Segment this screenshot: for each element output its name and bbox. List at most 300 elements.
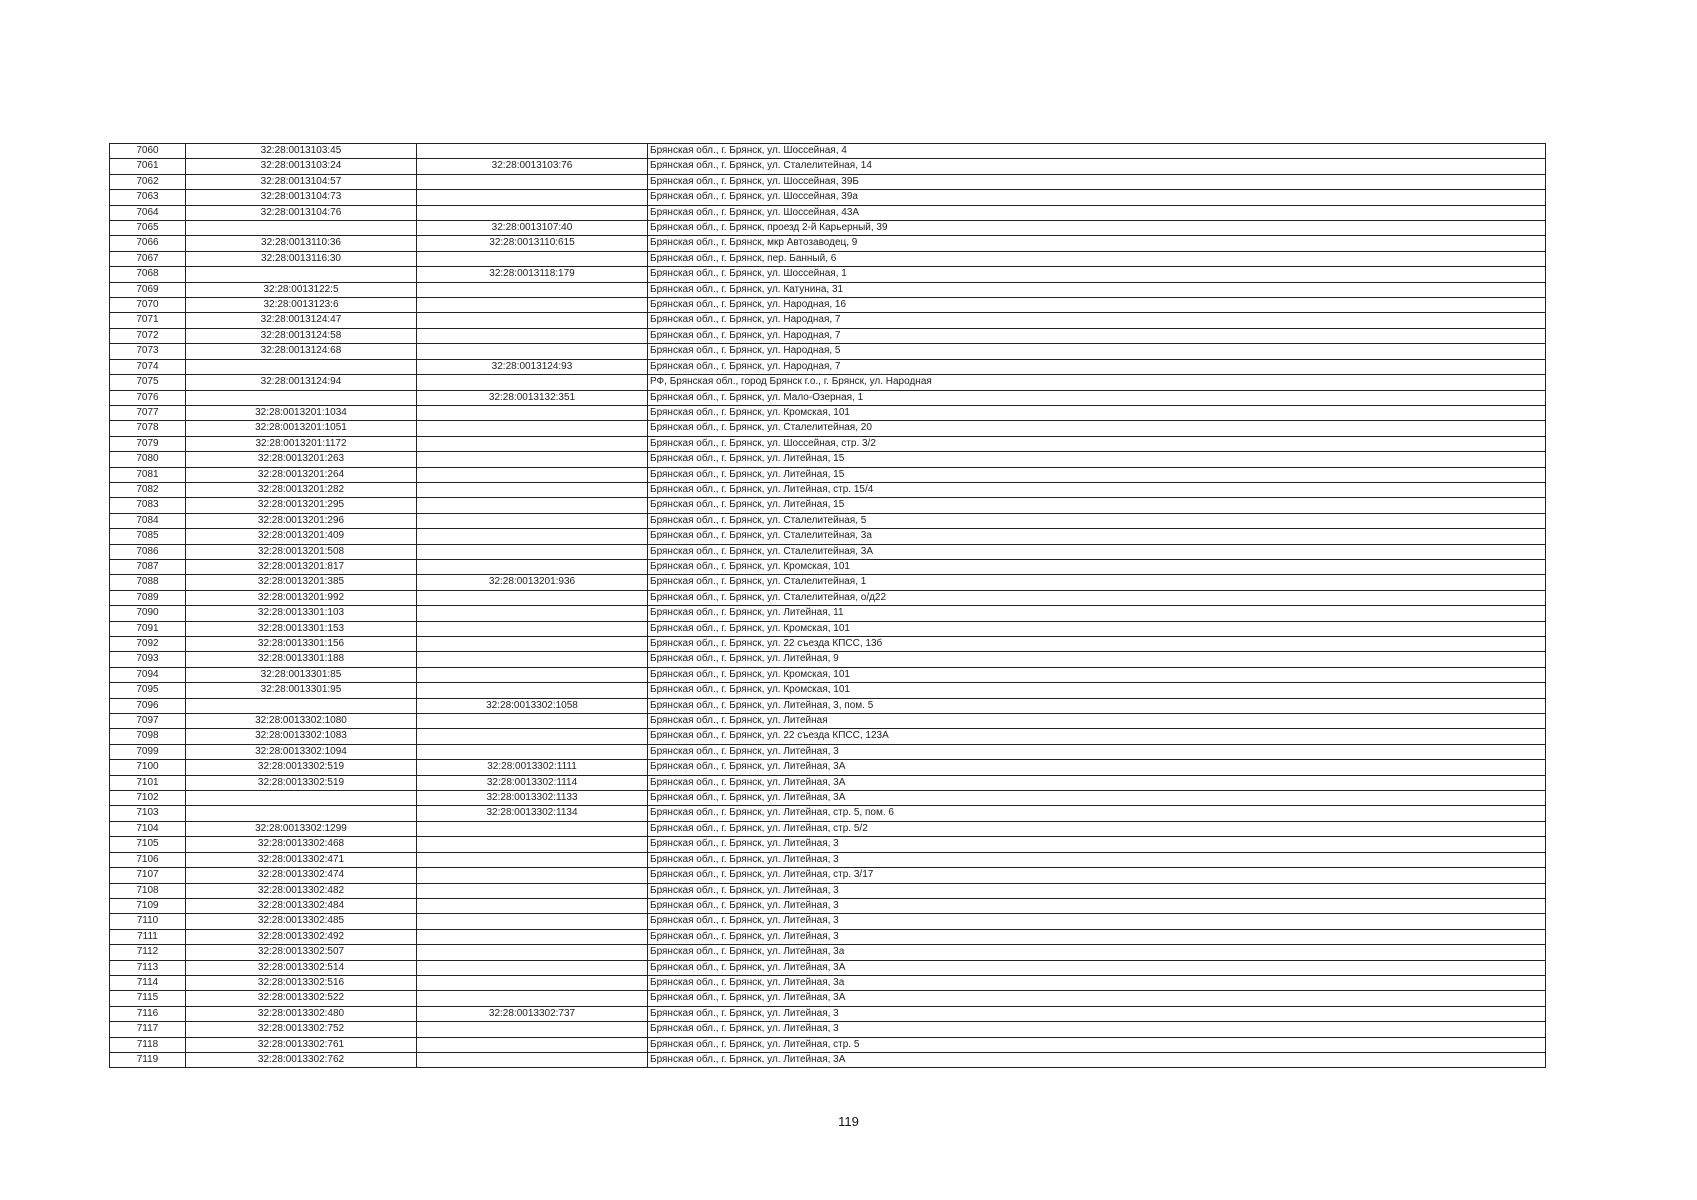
- address-cell: Брянская обл., г. Брянск, ул. Литейная, 3А: [648, 760, 1546, 775]
- address-cell: Брянская обл., г. Брянск, ул. Литейная, стр. 5/2: [648, 821, 1546, 836]
- cadastral-number-cell: 32:28:0013301:85: [186, 667, 417, 682]
- table-row: [110, 883, 1546, 898]
- address-cell: РФ, Брянская обл., город Брянск г.о., г. Брянск, ул. Народная: [648, 375, 1546, 390]
- table-row: [110, 513, 1546, 528]
- related-cadastral-number-cell: [417, 513, 648, 528]
- cadastral-number-cell: 32:28:0013124:94: [186, 375, 417, 390]
- address-cell: Брянская обл., г. Брянск, ул. Кромская, 101: [648, 683, 1546, 698]
- related-cadastral-number-cell: 32:28:0013302:1111: [417, 760, 648, 775]
- related-cadastral-number-cell: [417, 868, 648, 883]
- related-cadastral-number-cell: 32:28:0013118:179: [417, 267, 648, 282]
- cadastral-number-cell: 32:28:0013201:817: [186, 559, 417, 574]
- cadastral-number-cell: 32:28:0013116:30: [186, 251, 417, 266]
- address-cell: Брянская обл., г. Брянск, ул. Кромская, 101: [648, 667, 1546, 682]
- address-cell: Брянская обл., г. Брянск, ул. Шоссейная, 39Б: [648, 174, 1546, 189]
- table-row: [110, 698, 1546, 713]
- address-cell: Брянская обл., г. Брянск, ул. Литейная, 3: [648, 1022, 1546, 1037]
- related-cadastral-number-cell: 32:28:0013302:1114: [417, 775, 648, 790]
- cadastral-number-cell: 32:28:0013104:73: [186, 190, 417, 205]
- row-number-cell: 7065: [110, 221, 186, 236]
- address-cell: Брянская обл., г. Брянск, ул. Народная, 7: [648, 328, 1546, 343]
- address-cell: Брянская обл., г. Брянск, ул. Сталелитейная, 14: [648, 159, 1546, 174]
- address-cell: Брянская обл., г. Брянск, ул. Литейная, 3: [648, 1006, 1546, 1021]
- row-number-cell: 7069: [110, 282, 186, 297]
- row-number-cell: 7068: [110, 267, 186, 282]
- table-row: [110, 421, 1546, 436]
- row-number-cell: 7116: [110, 1006, 186, 1021]
- cadastral-number-cell: 32:28:0013104:57: [186, 174, 417, 189]
- cadastral-number-cell: 32:28:0013302:752: [186, 1022, 417, 1037]
- cadastral-number-cell: 32:28:0013124:58: [186, 328, 417, 343]
- cadastral-number-cell: 32:28:0013302:522: [186, 991, 417, 1006]
- row-number-cell: 7083: [110, 498, 186, 513]
- address-cell: Брянская обл., г. Брянск, ул. Шоссейная, 43А: [648, 205, 1546, 220]
- row-number-cell: 7099: [110, 744, 186, 759]
- related-cadastral-number-cell: [417, 975, 648, 990]
- related-cadastral-number-cell: 32:28:0013132:351: [417, 390, 648, 405]
- table-row: [110, 467, 1546, 482]
- table-row: [110, 205, 1546, 220]
- cadastral-number-cell: 32:28:0013122:5: [186, 282, 417, 297]
- address-cell: Брянская обл., г. Брянск, ул. 22 съезда КПСС, 123А: [648, 729, 1546, 744]
- cadastral-number-cell: 32:28:0013302:514: [186, 960, 417, 975]
- related-cadastral-number-cell: [417, 652, 648, 667]
- row-number-cell: 7061: [110, 159, 186, 174]
- related-cadastral-number-cell: [417, 313, 648, 328]
- address-cell: Брянская обл., г. Брянск, ул. Литейная, 3А: [648, 775, 1546, 790]
- table-row: [110, 236, 1546, 251]
- related-cadastral-number-cell: 32:28:0013124:93: [417, 359, 648, 374]
- row-number-cell: 7117: [110, 1022, 186, 1037]
- cadastral-number-cell: 32:28:0013201:385: [186, 575, 417, 590]
- cadastral-number-cell: 32:28:0013302:1094: [186, 744, 417, 759]
- address-cell: Брянская обл., г. Брянск, ул. Народная, 16: [648, 298, 1546, 313]
- row-number-cell: 7093: [110, 652, 186, 667]
- address-cell: Брянская обл., г. Брянск, ул. Литейная, 3: [648, 914, 1546, 929]
- row-number-cell: 7091: [110, 621, 186, 636]
- related-cadastral-number-cell: [417, 482, 648, 497]
- row-number-cell: 7097: [110, 714, 186, 729]
- table-row: [110, 159, 1546, 174]
- table-row: [110, 791, 1546, 806]
- cadastral-number-cell: 32:28:0013301:95: [186, 683, 417, 698]
- related-cadastral-number-cell: [417, 945, 648, 960]
- row-number-cell: 7063: [110, 190, 186, 205]
- related-cadastral-number-cell: [417, 837, 648, 852]
- address-cell: Брянская обл., г. Брянск, ул. Шоссейная, стр. 3/2: [648, 436, 1546, 451]
- related-cadastral-number-cell: [417, 467, 648, 482]
- row-number-cell: 7111: [110, 929, 186, 944]
- table-row: [110, 251, 1546, 266]
- table-row: [110, 729, 1546, 744]
- address-cell: Брянская обл., г. Брянск, ул. Литейная: [648, 714, 1546, 729]
- related-cadastral-number-cell: [417, 744, 648, 759]
- row-number-cell: 7106: [110, 852, 186, 867]
- cadastral-number-cell: 32:28:0013103:24: [186, 159, 417, 174]
- address-cell: Брянская обл., г. Брянск, ул. Кромская, 101: [648, 559, 1546, 574]
- table-row: [110, 375, 1546, 390]
- address-cell: Брянская обл., г. Брянск, ул. Литейная, 3А: [648, 960, 1546, 975]
- row-number-cell: 7092: [110, 637, 186, 652]
- address-cell: Брянская обл., г. Брянск, ул. Литейная, 3: [648, 898, 1546, 913]
- row-number-cell: 7074: [110, 359, 186, 374]
- table-row: [110, 606, 1546, 621]
- table-row: [110, 714, 1546, 729]
- related-cadastral-number-cell: [417, 344, 648, 359]
- property-registry-table: [109, 143, 1546, 1068]
- row-number-cell: 7109: [110, 898, 186, 913]
- table-row: [110, 436, 1546, 451]
- table-row: [110, 637, 1546, 652]
- address-cell: Брянская обл., г. Брянск, ул. Литейная, 3, пом. 5: [648, 698, 1546, 713]
- cadastral-number-cell: 32:28:0013302:1299: [186, 821, 417, 836]
- row-number-cell: 7085: [110, 529, 186, 544]
- row-number-cell: 7100: [110, 760, 186, 775]
- address-cell: Брянская обл., г. Брянск, ул. Сталелитейная, 20: [648, 421, 1546, 436]
- address-cell: Брянская обл., г. Брянск, проезд 2-й Карьерный, 39: [648, 221, 1546, 236]
- cadastral-number-cell: 32:28:0013302:485: [186, 914, 417, 929]
- cadastral-number-cell: 32:28:0013201:409: [186, 529, 417, 544]
- related-cadastral-number-cell: [417, 375, 648, 390]
- table-row: [110, 991, 1546, 1006]
- row-number-cell: 7070: [110, 298, 186, 313]
- related-cadastral-number-cell: [417, 529, 648, 544]
- table-row: [110, 498, 1546, 513]
- table-row: [110, 1006, 1546, 1021]
- row-number-cell: 7114: [110, 975, 186, 990]
- table-row: [110, 344, 1546, 359]
- address-cell: Брянская обл., г. Брянск, ул. Катунина, 31: [648, 282, 1546, 297]
- address-cell: Брянская обл., г. Брянск, ул. Сталелитейная, 3А: [648, 544, 1546, 559]
- cadastral-number-cell: 32:28:0013124:68: [186, 344, 417, 359]
- row-number-cell: 7090: [110, 606, 186, 621]
- related-cadastral-number-cell: [417, 1052, 648, 1067]
- table-row: [110, 775, 1546, 790]
- related-cadastral-number-cell: [417, 190, 648, 205]
- cadastral-number-cell: 32:28:0013302:484: [186, 898, 417, 913]
- cadastral-number-cell: 32:28:0013103:45: [186, 144, 417, 159]
- address-cell: Брянская обл., г. Брянск, ул. Сталелитейная, 3а: [648, 529, 1546, 544]
- address-cell: Брянская обл., г. Брянск, ул. Народная, 7: [648, 359, 1546, 374]
- related-cadastral-number-cell: [417, 282, 648, 297]
- row-number-cell: 7119: [110, 1052, 186, 1067]
- related-cadastral-number-cell: 32:28:0013302:1134: [417, 806, 648, 821]
- related-cadastral-number-cell: [417, 714, 648, 729]
- table-row: [110, 1037, 1546, 1052]
- address-cell: Брянская обл., г. Брянск, ул. Народная, 7: [648, 313, 1546, 328]
- related-cadastral-number-cell: [417, 1022, 648, 1037]
- row-number-cell: 7113: [110, 960, 186, 975]
- cadastral-number-cell: [186, 698, 417, 713]
- cadastral-number-cell: 32:28:0013301:156: [186, 637, 417, 652]
- address-cell: Брянская обл., г. Брянск, ул. 22 съезда КПСС, 13б: [648, 637, 1546, 652]
- related-cadastral-number-cell: [417, 960, 648, 975]
- table-row: [110, 1052, 1546, 1067]
- row-number-cell: 7077: [110, 405, 186, 420]
- row-number-cell: 7101: [110, 775, 186, 790]
- row-number-cell: 7088: [110, 575, 186, 590]
- related-cadastral-number-cell: [417, 667, 648, 682]
- address-cell: Брянская обл., г. Брянск, ул. Литейная, 3а: [648, 945, 1546, 960]
- address-cell: Брянская обл., г. Брянск, ул. Литейная, 11: [648, 606, 1546, 621]
- row-number-cell: 7071: [110, 313, 186, 328]
- address-cell: Брянская обл., г. Брянск, ул. Сталелитейная, 5: [648, 513, 1546, 528]
- related-cadastral-number-cell: 32:28:0013302:1058: [417, 698, 648, 713]
- cadastral-number-cell: 32:28:0013201:282: [186, 482, 417, 497]
- address-cell: Брянская обл., г. Брянск, ул. Шоссейная, 4: [648, 144, 1546, 159]
- cadastral-number-cell: 32:28:0013104:76: [186, 205, 417, 220]
- related-cadastral-number-cell: [417, 929, 648, 944]
- cadastral-number-cell: 32:28:0013302:468: [186, 837, 417, 852]
- cadastral-number-cell: 32:28:0013301:103: [186, 606, 417, 621]
- address-cell: Брянская обл., г. Брянск, ул. Сталелитейная, 1: [648, 575, 1546, 590]
- address-cell: Брянская обл., г. Брянск, ул. Кромская, 101: [648, 405, 1546, 420]
- table-row: [110, 975, 1546, 990]
- address-cell: Брянская обл., г. Брянск, ул. Мало-Озерная, 1: [648, 390, 1546, 405]
- row-number-cell: 7082: [110, 482, 186, 497]
- address-cell: Брянская обл., г. Брянск, ул. Литейная, 15: [648, 498, 1546, 513]
- related-cadastral-number-cell: 32:28:0013201:936: [417, 575, 648, 590]
- table-row: [110, 806, 1546, 821]
- row-number-cell: 7115: [110, 991, 186, 1006]
- table-row: [110, 929, 1546, 944]
- cadastral-number-cell: 32:28:0013123:6: [186, 298, 417, 313]
- address-cell: Брянская обл., г. Брянск, ул. Литейная, 3: [648, 929, 1546, 944]
- row-number-cell: 7107: [110, 868, 186, 883]
- table-row: [110, 945, 1546, 960]
- cadastral-number-cell: 32:28:0013124:47: [186, 313, 417, 328]
- address-cell: Брянская обл., г. Брянск, ул. Литейная, стр. 5, пом. 6: [648, 806, 1546, 821]
- address-cell: Брянская обл., г. Брянск, ул. Литейная, 3А: [648, 1052, 1546, 1067]
- row-number-cell: 7066: [110, 236, 186, 251]
- address-cell: Брянская обл., г. Брянск, ул. Литейная, 3: [648, 883, 1546, 898]
- cadastral-number-cell: 32:28:0013302:1083: [186, 729, 417, 744]
- related-cadastral-number-cell: [417, 1037, 648, 1052]
- row-number-cell: 7089: [110, 590, 186, 605]
- row-number-cell: 7105: [110, 837, 186, 852]
- address-cell: Брянская обл., г. Брянск, пер. Банный, 6: [648, 251, 1546, 266]
- related-cadastral-number-cell: 32:28:0013103:76: [417, 159, 648, 174]
- cadastral-number-cell: 32:28:0013201:1172: [186, 436, 417, 451]
- row-number-cell: 7075: [110, 375, 186, 390]
- row-number-cell: 7087: [110, 559, 186, 574]
- row-number-cell: 7112: [110, 945, 186, 960]
- table-row: [110, 898, 1546, 913]
- table-row: [110, 359, 1546, 374]
- table-row: [110, 529, 1546, 544]
- table-row: [110, 144, 1546, 159]
- address-cell: Брянская обл., г. Брянск, ул. Литейная, 3: [648, 852, 1546, 867]
- table-row: [110, 652, 1546, 667]
- cadastral-number-cell: 32:28:0013302:480: [186, 1006, 417, 1021]
- related-cadastral-number-cell: [417, 821, 648, 836]
- cadastral-number-cell: [186, 806, 417, 821]
- address-cell: Брянская обл., г. Брянск, ул. Литейная, 3: [648, 744, 1546, 759]
- address-cell: Брянская обл., г. Брянск, ул. Литейная, 3а: [648, 975, 1546, 990]
- cadastral-number-cell: 32:28:0013302:519: [186, 760, 417, 775]
- address-cell: Брянская обл., г. Брянск, ул. Литейная, 3: [648, 837, 1546, 852]
- related-cadastral-number-cell: [417, 544, 648, 559]
- related-cadastral-number-cell: [417, 883, 648, 898]
- address-cell: Брянская обл., г. Брянск, ул. Литейная, 15: [648, 467, 1546, 482]
- related-cadastral-number-cell: [417, 606, 648, 621]
- cadastral-number-cell: 32:28:0013201:1051: [186, 421, 417, 436]
- address-cell: Брянская обл., г. Брянск, ул. Сталелитейная, о/д22: [648, 590, 1546, 605]
- related-cadastral-number-cell: [417, 452, 648, 467]
- cadastral-number-cell: 32:28:0013301:153: [186, 621, 417, 636]
- cadastral-number-cell: 32:28:0013201:264: [186, 467, 417, 482]
- related-cadastral-number-cell: [417, 405, 648, 420]
- cadastral-number-cell: 32:28:0013201:1034: [186, 405, 417, 420]
- row-number-cell: 7079: [110, 436, 186, 451]
- row-number-cell: 7094: [110, 667, 186, 682]
- table-row: [110, 298, 1546, 313]
- cadastral-number-cell: [186, 390, 417, 405]
- related-cadastral-number-cell: [417, 174, 648, 189]
- table-row: [110, 1022, 1546, 1037]
- row-number-cell: 7080: [110, 452, 186, 467]
- row-number-cell: 7076: [110, 390, 186, 405]
- cadastral-number-cell: 32:28:0013201:992: [186, 590, 417, 605]
- related-cadastral-number-cell: [417, 298, 648, 313]
- row-number-cell: 7073: [110, 344, 186, 359]
- related-cadastral-number-cell: [417, 914, 648, 929]
- row-number-cell: 7102: [110, 791, 186, 806]
- address-cell: Брянская обл., г. Брянск, ул. Шоссейная, 39а: [648, 190, 1546, 205]
- cadastral-number-cell: 32:28:0013302:474: [186, 868, 417, 883]
- cadastral-number-cell: 32:28:0013201:508: [186, 544, 417, 559]
- related-cadastral-number-cell: [417, 852, 648, 867]
- row-number-cell: 7104: [110, 821, 186, 836]
- cadastral-number-cell: 32:28:0013302:761: [186, 1037, 417, 1052]
- related-cadastral-number-cell: [417, 251, 648, 266]
- address-cell: Брянская обл., г. Брянск, ул. Литейная, стр. 3/17: [648, 868, 1546, 883]
- table-row: [110, 405, 1546, 420]
- table-row: [110, 821, 1546, 836]
- table-row: [110, 190, 1546, 205]
- table-row: [110, 328, 1546, 343]
- table-row: [110, 313, 1546, 328]
- table-row: [110, 267, 1546, 282]
- row-number-cell: 7072: [110, 328, 186, 343]
- row-number-cell: 7084: [110, 513, 186, 528]
- cadastral-number-cell: 32:28:0013201:263: [186, 452, 417, 467]
- related-cadastral-number-cell: [417, 590, 648, 605]
- cadastral-number-cell: 32:28:0013302:1080: [186, 714, 417, 729]
- table-row: [110, 482, 1546, 497]
- address-cell: Брянская обл., г. Брянск, ул. Кромская, 101: [648, 621, 1546, 636]
- table-row: [110, 868, 1546, 883]
- table-row: [110, 621, 1546, 636]
- table-row: [110, 683, 1546, 698]
- cadastral-number-cell: 32:28:0013302:516: [186, 975, 417, 990]
- related-cadastral-number-cell: [417, 498, 648, 513]
- address-cell: Брянская обл., г. Брянск, ул. Литейная, 9: [648, 652, 1546, 667]
- address-cell: Брянская обл., г. Брянск, ул. Шоссейная, 1: [648, 267, 1546, 282]
- related-cadastral-number-cell: [417, 205, 648, 220]
- table-row: [110, 744, 1546, 759]
- related-cadastral-number-cell: [417, 144, 648, 159]
- table-row: [110, 760, 1546, 775]
- cadastral-number-cell: [186, 791, 417, 806]
- cadastral-number-cell: 32:28:0013301:188: [186, 652, 417, 667]
- cadastral-number-cell: [186, 221, 417, 236]
- cadastral-number-cell: 32:28:0013302:519: [186, 775, 417, 790]
- row-number-cell: 7118: [110, 1037, 186, 1052]
- row-number-cell: 7096: [110, 698, 186, 713]
- related-cadastral-number-cell: [417, 328, 648, 343]
- related-cadastral-number-cell: [417, 991, 648, 1006]
- cadastral-number-cell: 32:28:0013201:295: [186, 498, 417, 513]
- cadastral-number-cell: 32:28:0013302:482: [186, 883, 417, 898]
- cadastral-number-cell: 32:28:0013110:36: [186, 236, 417, 251]
- cadastral-number-cell: [186, 359, 417, 374]
- row-number-cell: 7108: [110, 883, 186, 898]
- table-row: [110, 837, 1546, 852]
- table-row: [110, 559, 1546, 574]
- table-row: [110, 452, 1546, 467]
- cadastral-number-cell: 32:28:0013302:762: [186, 1052, 417, 1067]
- row-number-cell: 7095: [110, 683, 186, 698]
- row-number-cell: 7064: [110, 205, 186, 220]
- related-cadastral-number-cell: 32:28:0013107:40: [417, 221, 648, 236]
- table-row: [110, 914, 1546, 929]
- related-cadastral-number-cell: [417, 683, 648, 698]
- related-cadastral-number-cell: [417, 436, 648, 451]
- row-number-cell: 7098: [110, 729, 186, 744]
- related-cadastral-number-cell: [417, 421, 648, 436]
- related-cadastral-number-cell: [417, 559, 648, 574]
- row-number-cell: 7062: [110, 174, 186, 189]
- table-row: [110, 590, 1546, 605]
- page-number: 119: [838, 1114, 859, 1129]
- related-cadastral-number-cell: 32:28:0013302:737: [417, 1006, 648, 1021]
- cadastral-number-cell: [186, 267, 417, 282]
- table-row: [110, 667, 1546, 682]
- address-cell: Брянская обл., г. Брянск, ул. Литейная, стр. 15/4: [648, 482, 1546, 497]
- table-row: [110, 852, 1546, 867]
- row-number-cell: 7110: [110, 914, 186, 929]
- row-number-cell: 7081: [110, 467, 186, 482]
- address-cell: Брянская обл., г. Брянск, ул. Литейная, стр. 5: [648, 1037, 1546, 1052]
- address-cell: Брянская обл., г. Брянск, ул. Литейная, 3А: [648, 991, 1546, 1006]
- row-number-cell: 7086: [110, 544, 186, 559]
- table-row: [110, 575, 1546, 590]
- related-cadastral-number-cell: 32:28:0013302:1133: [417, 791, 648, 806]
- cadastral-number-cell: 32:28:0013302:471: [186, 852, 417, 867]
- related-cadastral-number-cell: 32:28:0013110:615: [417, 236, 648, 251]
- row-number-cell: 7060: [110, 144, 186, 159]
- address-cell: Брянская обл., г. Брянск, ул. Литейная, 3А: [648, 791, 1546, 806]
- table-row: [110, 544, 1546, 559]
- row-number-cell: 7078: [110, 421, 186, 436]
- cadastral-number-cell: 32:28:0013302:507: [186, 945, 417, 960]
- address-cell: Брянская обл., г. Брянск, мкр Автозаводец, 9: [648, 236, 1546, 251]
- related-cadastral-number-cell: [417, 729, 648, 744]
- table-row: [110, 390, 1546, 405]
- table-row: [110, 282, 1546, 297]
- table-row: [110, 221, 1546, 236]
- cadastral-number-cell: 32:28:0013201:296: [186, 513, 417, 528]
- table-row: [110, 174, 1546, 189]
- row-number-cell: 7067: [110, 251, 186, 266]
- cadastral-number-cell: 32:28:0013302:492: [186, 929, 417, 944]
- address-cell: Брянская обл., г. Брянск, ул. Литейная, 15: [648, 452, 1546, 467]
- row-number-cell: 7103: [110, 806, 186, 821]
- table-row: [110, 960, 1546, 975]
- related-cadastral-number-cell: [417, 898, 648, 913]
- related-cadastral-number-cell: [417, 621, 648, 636]
